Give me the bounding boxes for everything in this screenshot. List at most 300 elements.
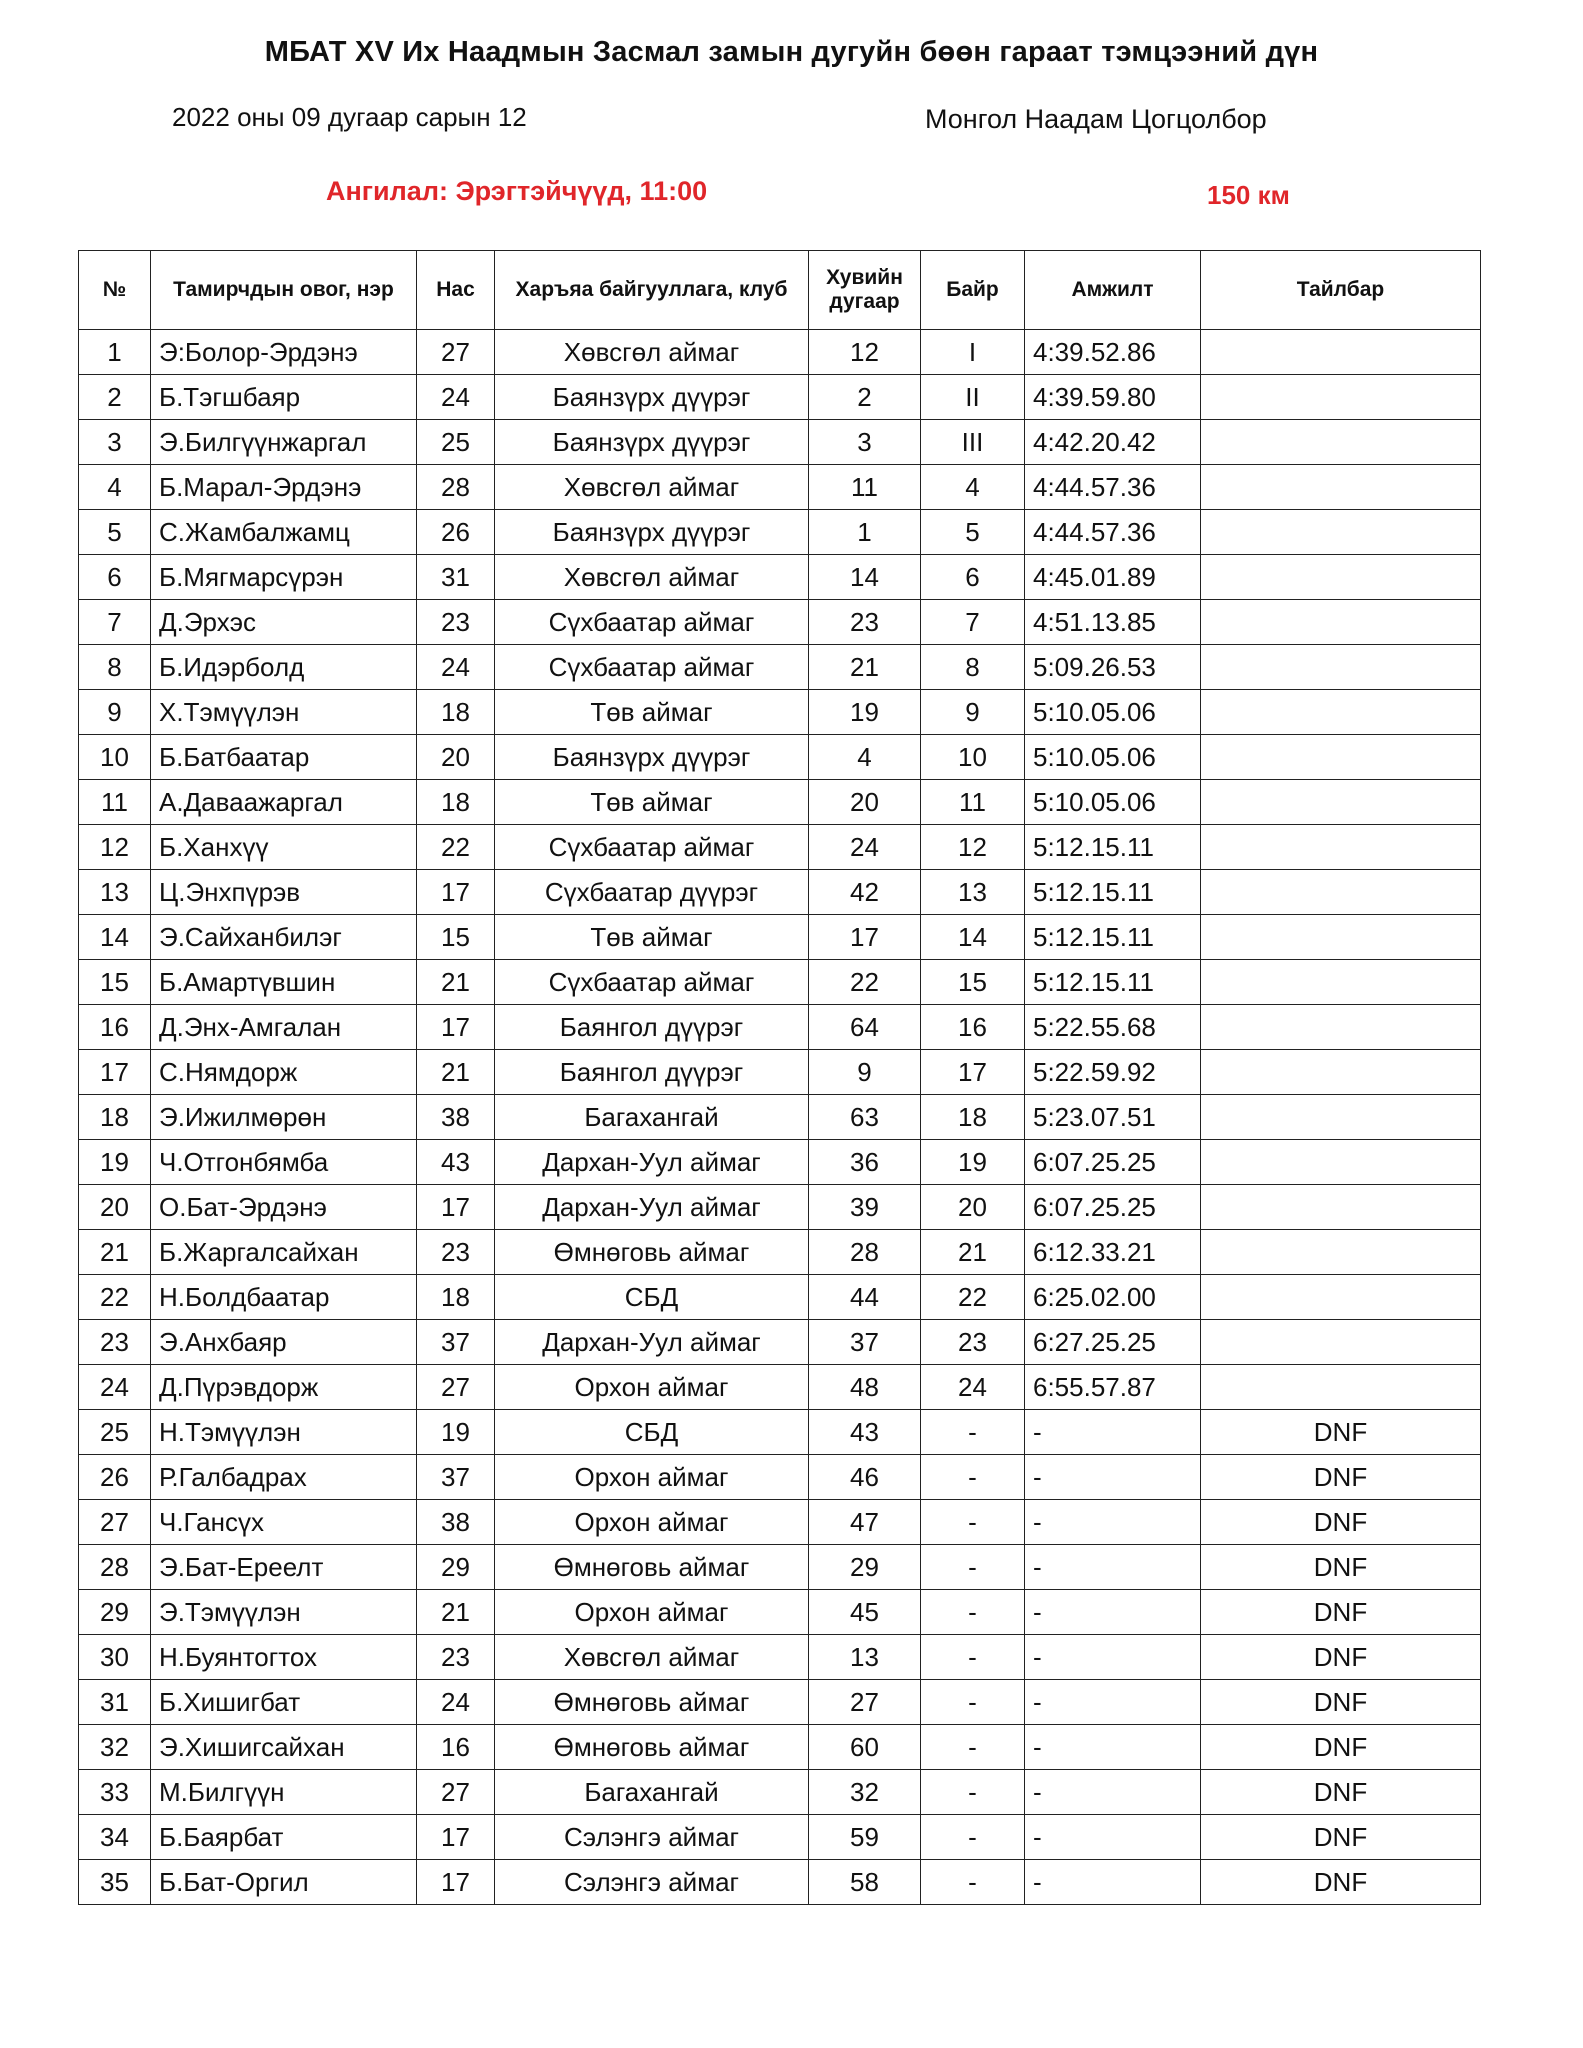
cell-bib: 47 (809, 1500, 921, 1545)
results-body (79, 330, 1481, 1905)
cell-bib: 45 (809, 1590, 921, 1635)
cell-note (1201, 915, 1481, 960)
cell-bib: 24 (809, 825, 921, 870)
table-row (79, 915, 1481, 960)
cell-time: - (1025, 1680, 1201, 1725)
cell-note (1201, 1140, 1481, 1185)
cell-time: 5:12.15.11 (1025, 870, 1201, 915)
cell-no: 1 (79, 330, 151, 375)
cell-age: 19 (417, 1410, 495, 1455)
cell-note (1201, 960, 1481, 1005)
cell-club: Баянгол дүүрэг (495, 1005, 809, 1050)
cell-bib: 11 (809, 465, 921, 510)
cell-age: 24 (417, 645, 495, 690)
cell-bib: 19 (809, 690, 921, 735)
cell-age: 23 (417, 1635, 495, 1680)
table-row (79, 1230, 1481, 1275)
cell-name: О.Бат-Эрдэнэ (151, 1185, 417, 1230)
cell-time: 5:10.05.06 (1025, 780, 1201, 825)
cell-note (1201, 1275, 1481, 1320)
cell-note (1201, 1320, 1481, 1365)
cell-place: 15 (921, 960, 1025, 1005)
cell-age: 21 (417, 1050, 495, 1095)
cell-no: 19 (79, 1140, 151, 1185)
cell-name: Б.Идэрболд (151, 645, 417, 690)
cell-bib: 9 (809, 1050, 921, 1095)
cell-age: 38 (417, 1095, 495, 1140)
cell-bib: 48 (809, 1365, 921, 1410)
cell-place: - (921, 1500, 1025, 1545)
cell-name: Д.Пүрэвдорж (151, 1365, 417, 1410)
cell-note (1201, 1050, 1481, 1095)
cell-no: 32 (79, 1725, 151, 1770)
cell-club: Баянзүрх дүүрэг (495, 420, 809, 465)
cell-place: - (921, 1455, 1025, 1500)
cell-place: - (921, 1410, 1025, 1455)
cell-no: 33 (79, 1770, 151, 1815)
cell-note: DNF (1201, 1590, 1481, 1635)
cell-bib: 37 (809, 1320, 921, 1365)
cell-club: Хөвсгөл аймаг (495, 1635, 809, 1680)
cell-club: Дархан-Уул аймаг (495, 1140, 809, 1185)
cell-note (1201, 1095, 1481, 1140)
cell-no: 7 (79, 600, 151, 645)
cell-note (1201, 645, 1481, 690)
cell-place: - (921, 1545, 1025, 1590)
cell-bib: 12 (809, 330, 921, 375)
cell-no: 16 (79, 1005, 151, 1050)
cell-bib: 63 (809, 1095, 921, 1140)
table-row (79, 870, 1481, 915)
cell-club: Орхон аймаг (495, 1500, 809, 1545)
cell-club: Төв аймаг (495, 780, 809, 825)
cell-name: Н.Буянтогтох (151, 1635, 417, 1680)
cell-name: Ч.Отгонбямба (151, 1140, 417, 1185)
cell-name: Х.Тэмүүлэн (151, 690, 417, 735)
cell-no: 23 (79, 1320, 151, 1365)
cell-age: 20 (417, 735, 495, 780)
table-row (79, 375, 1481, 420)
column-header-time: Амжилт (1025, 251, 1201, 330)
cell-bib: 21 (809, 645, 921, 690)
cell-name: А.Даваажаргал (151, 780, 417, 825)
distance-label: 150 км (1207, 180, 1290, 210)
cell-club: Орхон аймаг (495, 1590, 809, 1635)
cell-bib: 58 (809, 1860, 921, 1905)
cell-time: 5:09.26.53 (1025, 645, 1201, 690)
cell-time: - (1025, 1410, 1201, 1455)
cell-time: - (1025, 1590, 1201, 1635)
cell-name: Э.Билгүүнжаргал (151, 420, 417, 465)
cell-note: DNF (1201, 1725, 1481, 1770)
cell-club: Сэлэнгэ аймаг (495, 1860, 809, 1905)
cell-bib: 44 (809, 1275, 921, 1320)
cell-note: DNF (1201, 1500, 1481, 1545)
cell-name: Б.Ханхүү (151, 825, 417, 870)
cell-no: 30 (79, 1635, 151, 1680)
cell-note: DNF (1201, 1410, 1481, 1455)
cell-time: 4:44.57.36 (1025, 510, 1201, 555)
table-row (79, 735, 1481, 780)
cell-time: - (1025, 1455, 1201, 1500)
cell-no: 6 (79, 555, 151, 600)
cell-bib: 17 (809, 915, 921, 960)
cell-no: 22 (79, 1275, 151, 1320)
cell-age: 17 (417, 1005, 495, 1050)
cell-no: 14 (79, 915, 151, 960)
table-row (79, 1095, 1481, 1140)
cell-club: Багахангай (495, 1770, 809, 1815)
cell-name: Э.Бат-Ереелт (151, 1545, 417, 1590)
cell-time: 5:10.05.06 (1025, 735, 1201, 780)
cell-time: - (1025, 1860, 1201, 1905)
column-header-no: № (79, 251, 151, 330)
cell-age: 43 (417, 1140, 495, 1185)
cell-club: Өмнөговь аймаг (495, 1680, 809, 1725)
table-row (79, 1185, 1481, 1230)
cell-bib: 43 (809, 1410, 921, 1455)
cell-name: Б.Хишигбат (151, 1680, 417, 1725)
cell-club: Сүхбаатар аймаг (495, 645, 809, 690)
cell-club: Сүхбаатар аймаг (495, 960, 809, 1005)
cell-age: 24 (417, 375, 495, 420)
cell-name: М.Билгүүн (151, 1770, 417, 1815)
cell-club: Сүхбаатар аймаг (495, 600, 809, 645)
cell-name: Б.Батбаатар (151, 735, 417, 780)
cell-club: Сэлэнгэ аймаг (495, 1815, 809, 1860)
cell-note (1201, 555, 1481, 600)
cell-place: 16 (921, 1005, 1025, 1050)
cell-name: Э:Болор-Эрдэнэ (151, 330, 417, 375)
cell-bib: 1 (809, 510, 921, 555)
cell-age: 18 (417, 690, 495, 735)
cell-bib: 32 (809, 1770, 921, 1815)
cell-place: 22 (921, 1275, 1025, 1320)
cell-name: Б.Баярбат (151, 1815, 417, 1860)
cell-club: Дархан-Уул аймаг (495, 1320, 809, 1365)
cell-bib: 42 (809, 870, 921, 915)
cell-place: - (921, 1590, 1025, 1635)
cell-bib: 60 (809, 1725, 921, 1770)
cell-age: 29 (417, 1545, 495, 1590)
cell-place: 21 (921, 1230, 1025, 1275)
cell-age: 17 (417, 1860, 495, 1905)
cell-club: Өмнөговь аймаг (495, 1230, 809, 1275)
cell-club: Орхон аймаг (495, 1365, 809, 1410)
table-row (79, 465, 1481, 510)
cell-place: 5 (921, 510, 1025, 555)
cell-club: Баянзүрх дүүрэг (495, 510, 809, 555)
cell-club: Баянзүрх дүүрэг (495, 735, 809, 780)
table-row (79, 1050, 1481, 1095)
cell-no: 3 (79, 420, 151, 465)
cell-no: 35 (79, 1860, 151, 1905)
column-header-age: Нас (417, 251, 495, 330)
cell-no: 26 (79, 1455, 151, 1500)
cell-time: - (1025, 1815, 1201, 1860)
cell-bib: 64 (809, 1005, 921, 1050)
cell-age: 21 (417, 960, 495, 1005)
table-row (79, 510, 1481, 555)
cell-no: 17 (79, 1050, 151, 1095)
table-row (79, 690, 1481, 735)
cell-name: Э.Хишигсайхан (151, 1725, 417, 1770)
cell-name: Б.Мягмарсүрэн (151, 555, 417, 600)
cell-age: 22 (417, 825, 495, 870)
cell-bib: 4 (809, 735, 921, 780)
cell-place: - (921, 1815, 1025, 1860)
cell-note: DNF (1201, 1860, 1481, 1905)
cell-no: 4 (79, 465, 151, 510)
cell-note (1201, 510, 1481, 555)
cell-place: II (921, 375, 1025, 420)
cell-bib: 13 (809, 1635, 921, 1680)
table-row (79, 645, 1481, 690)
table-row (79, 1455, 1481, 1500)
cell-name: Р.Галбадрах (151, 1455, 417, 1500)
cell-note (1201, 465, 1481, 510)
cell-note (1201, 735, 1481, 780)
cell-club: СБД (495, 1275, 809, 1320)
cell-no: 28 (79, 1545, 151, 1590)
cell-age: 18 (417, 1275, 495, 1320)
cell-club: Сүхбаатар дүүрэг (495, 870, 809, 915)
cell-name: Э.Анхбаяр (151, 1320, 417, 1365)
cell-no: 15 (79, 960, 151, 1005)
cell-bib: 3 (809, 420, 921, 465)
cell-time: 5:12.15.11 (1025, 825, 1201, 870)
cell-club: Хөвсгөл аймаг (495, 330, 809, 375)
table-row (79, 1725, 1481, 1770)
cell-note (1201, 600, 1481, 645)
cell-name: Ч.Гансүх (151, 1500, 417, 1545)
cell-note (1201, 1230, 1481, 1275)
cell-club: Орхон аймаг (495, 1455, 809, 1500)
table-row (79, 1320, 1481, 1365)
cell-no: 25 (79, 1410, 151, 1455)
cell-name: Н.Болдбаатар (151, 1275, 417, 1320)
cell-age: 37 (417, 1455, 495, 1500)
cell-time: 6:07.25.25 (1025, 1140, 1201, 1185)
cell-note (1201, 690, 1481, 735)
cell-note: DNF (1201, 1770, 1481, 1815)
table-row (79, 1500, 1481, 1545)
table-row (79, 1005, 1481, 1050)
cell-bib: 2 (809, 375, 921, 420)
cell-note: DNF (1201, 1455, 1481, 1500)
cell-note: DNF (1201, 1815, 1481, 1860)
table-row (79, 1815, 1481, 1860)
cell-note: DNF (1201, 1635, 1481, 1680)
results-table (78, 250, 1481, 1905)
cell-time: 6:07.25.25 (1025, 1185, 1201, 1230)
cell-time: 4:51.13.85 (1025, 600, 1201, 645)
table-row (79, 420, 1481, 465)
cell-bib: 23 (809, 600, 921, 645)
document-title: МБАТ XV Их Наадмын Засмал замын дугуйн бөөн гараат тэмцээний дүн (264, 36, 1319, 68)
cell-time: - (1025, 1770, 1201, 1815)
cell-place: 9 (921, 690, 1025, 735)
cell-no: 9 (79, 690, 151, 735)
event-date: 2022 оны 09 дугаар сарын 12 (172, 102, 527, 132)
cell-club: СБД (495, 1410, 809, 1455)
cell-place: - (921, 1635, 1025, 1680)
cell-time: 5:22.55.68 (1025, 1005, 1201, 1050)
cell-time: 6:25.02.00 (1025, 1275, 1201, 1320)
cell-time: - (1025, 1545, 1201, 1590)
cell-name: Б.Бат-Оргил (151, 1860, 417, 1905)
cell-bib: 20 (809, 780, 921, 825)
cell-age: 17 (417, 870, 495, 915)
table-row (79, 600, 1481, 645)
table-row (79, 1410, 1481, 1455)
table-row (79, 780, 1481, 825)
cell-no: 21 (79, 1230, 151, 1275)
table-row (79, 1275, 1481, 1320)
cell-age: 27 (417, 1365, 495, 1410)
cell-note (1201, 825, 1481, 870)
cell-club: Төв аймаг (495, 915, 809, 960)
cell-age: 23 (417, 600, 495, 645)
column-header-place: Байр (921, 251, 1025, 330)
cell-age: 27 (417, 1770, 495, 1815)
cell-note: DNF (1201, 1680, 1481, 1725)
cell-age: 27 (417, 330, 495, 375)
cell-time: 6:55.57.87 (1025, 1365, 1201, 1410)
cell-place: - (921, 1860, 1025, 1905)
cell-time: - (1025, 1500, 1201, 1545)
cell-age: 26 (417, 510, 495, 555)
cell-time: 4:45.01.89 (1025, 555, 1201, 600)
cell-time: 4:42.20.42 (1025, 420, 1201, 465)
cell-name: С.Жамбалжамц (151, 510, 417, 555)
cell-no: 24 (79, 1365, 151, 1410)
cell-club: Өмнөговь аймаг (495, 1725, 809, 1770)
cell-time: 5:10.05.06 (1025, 690, 1201, 735)
cell-place: 19 (921, 1140, 1025, 1185)
cell-no: 29 (79, 1590, 151, 1635)
cell-time: - (1025, 1635, 1201, 1680)
cell-note (1201, 870, 1481, 915)
cell-club: Өмнөговь аймаг (495, 1545, 809, 1590)
cell-note (1201, 1185, 1481, 1230)
cell-no: 11 (79, 780, 151, 825)
table-row (79, 1365, 1481, 1410)
table-row (79, 330, 1481, 375)
cell-club: Сүхбаатар аймаг (495, 825, 809, 870)
cell-name: Б.Марал-Эрдэнэ (151, 465, 417, 510)
cell-name: Б.Тэгшбаяр (151, 375, 417, 420)
cell-age: 28 (417, 465, 495, 510)
cell-club: Багахангай (495, 1095, 809, 1140)
cell-time: 4:39.59.80 (1025, 375, 1201, 420)
cell-age: 15 (417, 915, 495, 960)
cell-no: 27 (79, 1500, 151, 1545)
cell-age: 23 (417, 1230, 495, 1275)
cell-place: - (921, 1725, 1025, 1770)
table-row (79, 555, 1481, 600)
cell-bib: 39 (809, 1185, 921, 1230)
cell-place: 8 (921, 645, 1025, 690)
cell-bib: 22 (809, 960, 921, 1005)
cell-place: 11 (921, 780, 1025, 825)
cell-place: 6 (921, 555, 1025, 600)
cell-club: Баянзүрх дүүрэг (495, 375, 809, 420)
cell-place: 14 (921, 915, 1025, 960)
cell-note (1201, 330, 1481, 375)
cell-club: Хөвсгөл аймаг (495, 465, 809, 510)
cell-name: Э.Сайханбилэг (151, 915, 417, 960)
table-row (79, 1680, 1481, 1725)
cell-note (1201, 375, 1481, 420)
cell-name: Н.Тэмүүлэн (151, 1410, 417, 1455)
cell-age: 24 (417, 1680, 495, 1725)
table-row (79, 1590, 1481, 1635)
cell-note: DNF (1201, 1545, 1481, 1590)
cell-age: 21 (417, 1590, 495, 1635)
cell-bib: 28 (809, 1230, 921, 1275)
cell-time: 4:39.52.86 (1025, 330, 1201, 375)
cell-no: 34 (79, 1815, 151, 1860)
cell-place: I (921, 330, 1025, 375)
cell-place: 7 (921, 600, 1025, 645)
cell-age: 38 (417, 1500, 495, 1545)
cell-no: 10 (79, 735, 151, 780)
cell-age: 31 (417, 555, 495, 600)
cell-note (1201, 1365, 1481, 1410)
cell-no: 31 (79, 1680, 151, 1725)
cell-note (1201, 780, 1481, 825)
cell-place: - (921, 1680, 1025, 1725)
cell-bib: 27 (809, 1680, 921, 1725)
cell-place: 4 (921, 465, 1025, 510)
cell-time: 6:27.25.25 (1025, 1320, 1201, 1365)
cell-name: С.Нямдорж (151, 1050, 417, 1095)
cell-no: 2 (79, 375, 151, 420)
table-row (79, 1545, 1481, 1590)
cell-place: 10 (921, 735, 1025, 780)
cell-place: 24 (921, 1365, 1025, 1410)
cell-place: 23 (921, 1320, 1025, 1365)
header-row (79, 251, 1481, 330)
table-row (79, 1140, 1481, 1185)
cell-time: 5:22.59.92 (1025, 1050, 1201, 1095)
cell-name: Ц.Энхпүрэв (151, 870, 417, 915)
cell-age: 17 (417, 1185, 495, 1230)
cell-place: 17 (921, 1050, 1025, 1095)
cell-bib: 46 (809, 1455, 921, 1500)
table-row (79, 825, 1481, 870)
column-header-name: Тамирчдын овог, нэр (151, 251, 417, 330)
cell-no: 8 (79, 645, 151, 690)
table-row (79, 960, 1481, 1005)
cell-no: 18 (79, 1095, 151, 1140)
cell-name: Э.Ижилмөрөн (151, 1095, 417, 1140)
cell-note (1201, 420, 1481, 465)
cell-time: 5:23.07.51 (1025, 1095, 1201, 1140)
cell-time: 5:12.15.11 (1025, 915, 1201, 960)
cell-name: Б.Амартүвшин (151, 960, 417, 1005)
cell-age: 18 (417, 780, 495, 825)
cell-no: 12 (79, 825, 151, 870)
cell-place: - (921, 1770, 1025, 1815)
cell-no: 20 (79, 1185, 151, 1230)
organizer-name: Монгол Наадам Цогцолбор (925, 104, 1267, 134)
cell-place: III (921, 420, 1025, 465)
cell-age: 25 (417, 420, 495, 465)
cell-time: 6:12.33.21 (1025, 1230, 1201, 1275)
cell-club: Баянгол дүүрэг (495, 1050, 809, 1095)
